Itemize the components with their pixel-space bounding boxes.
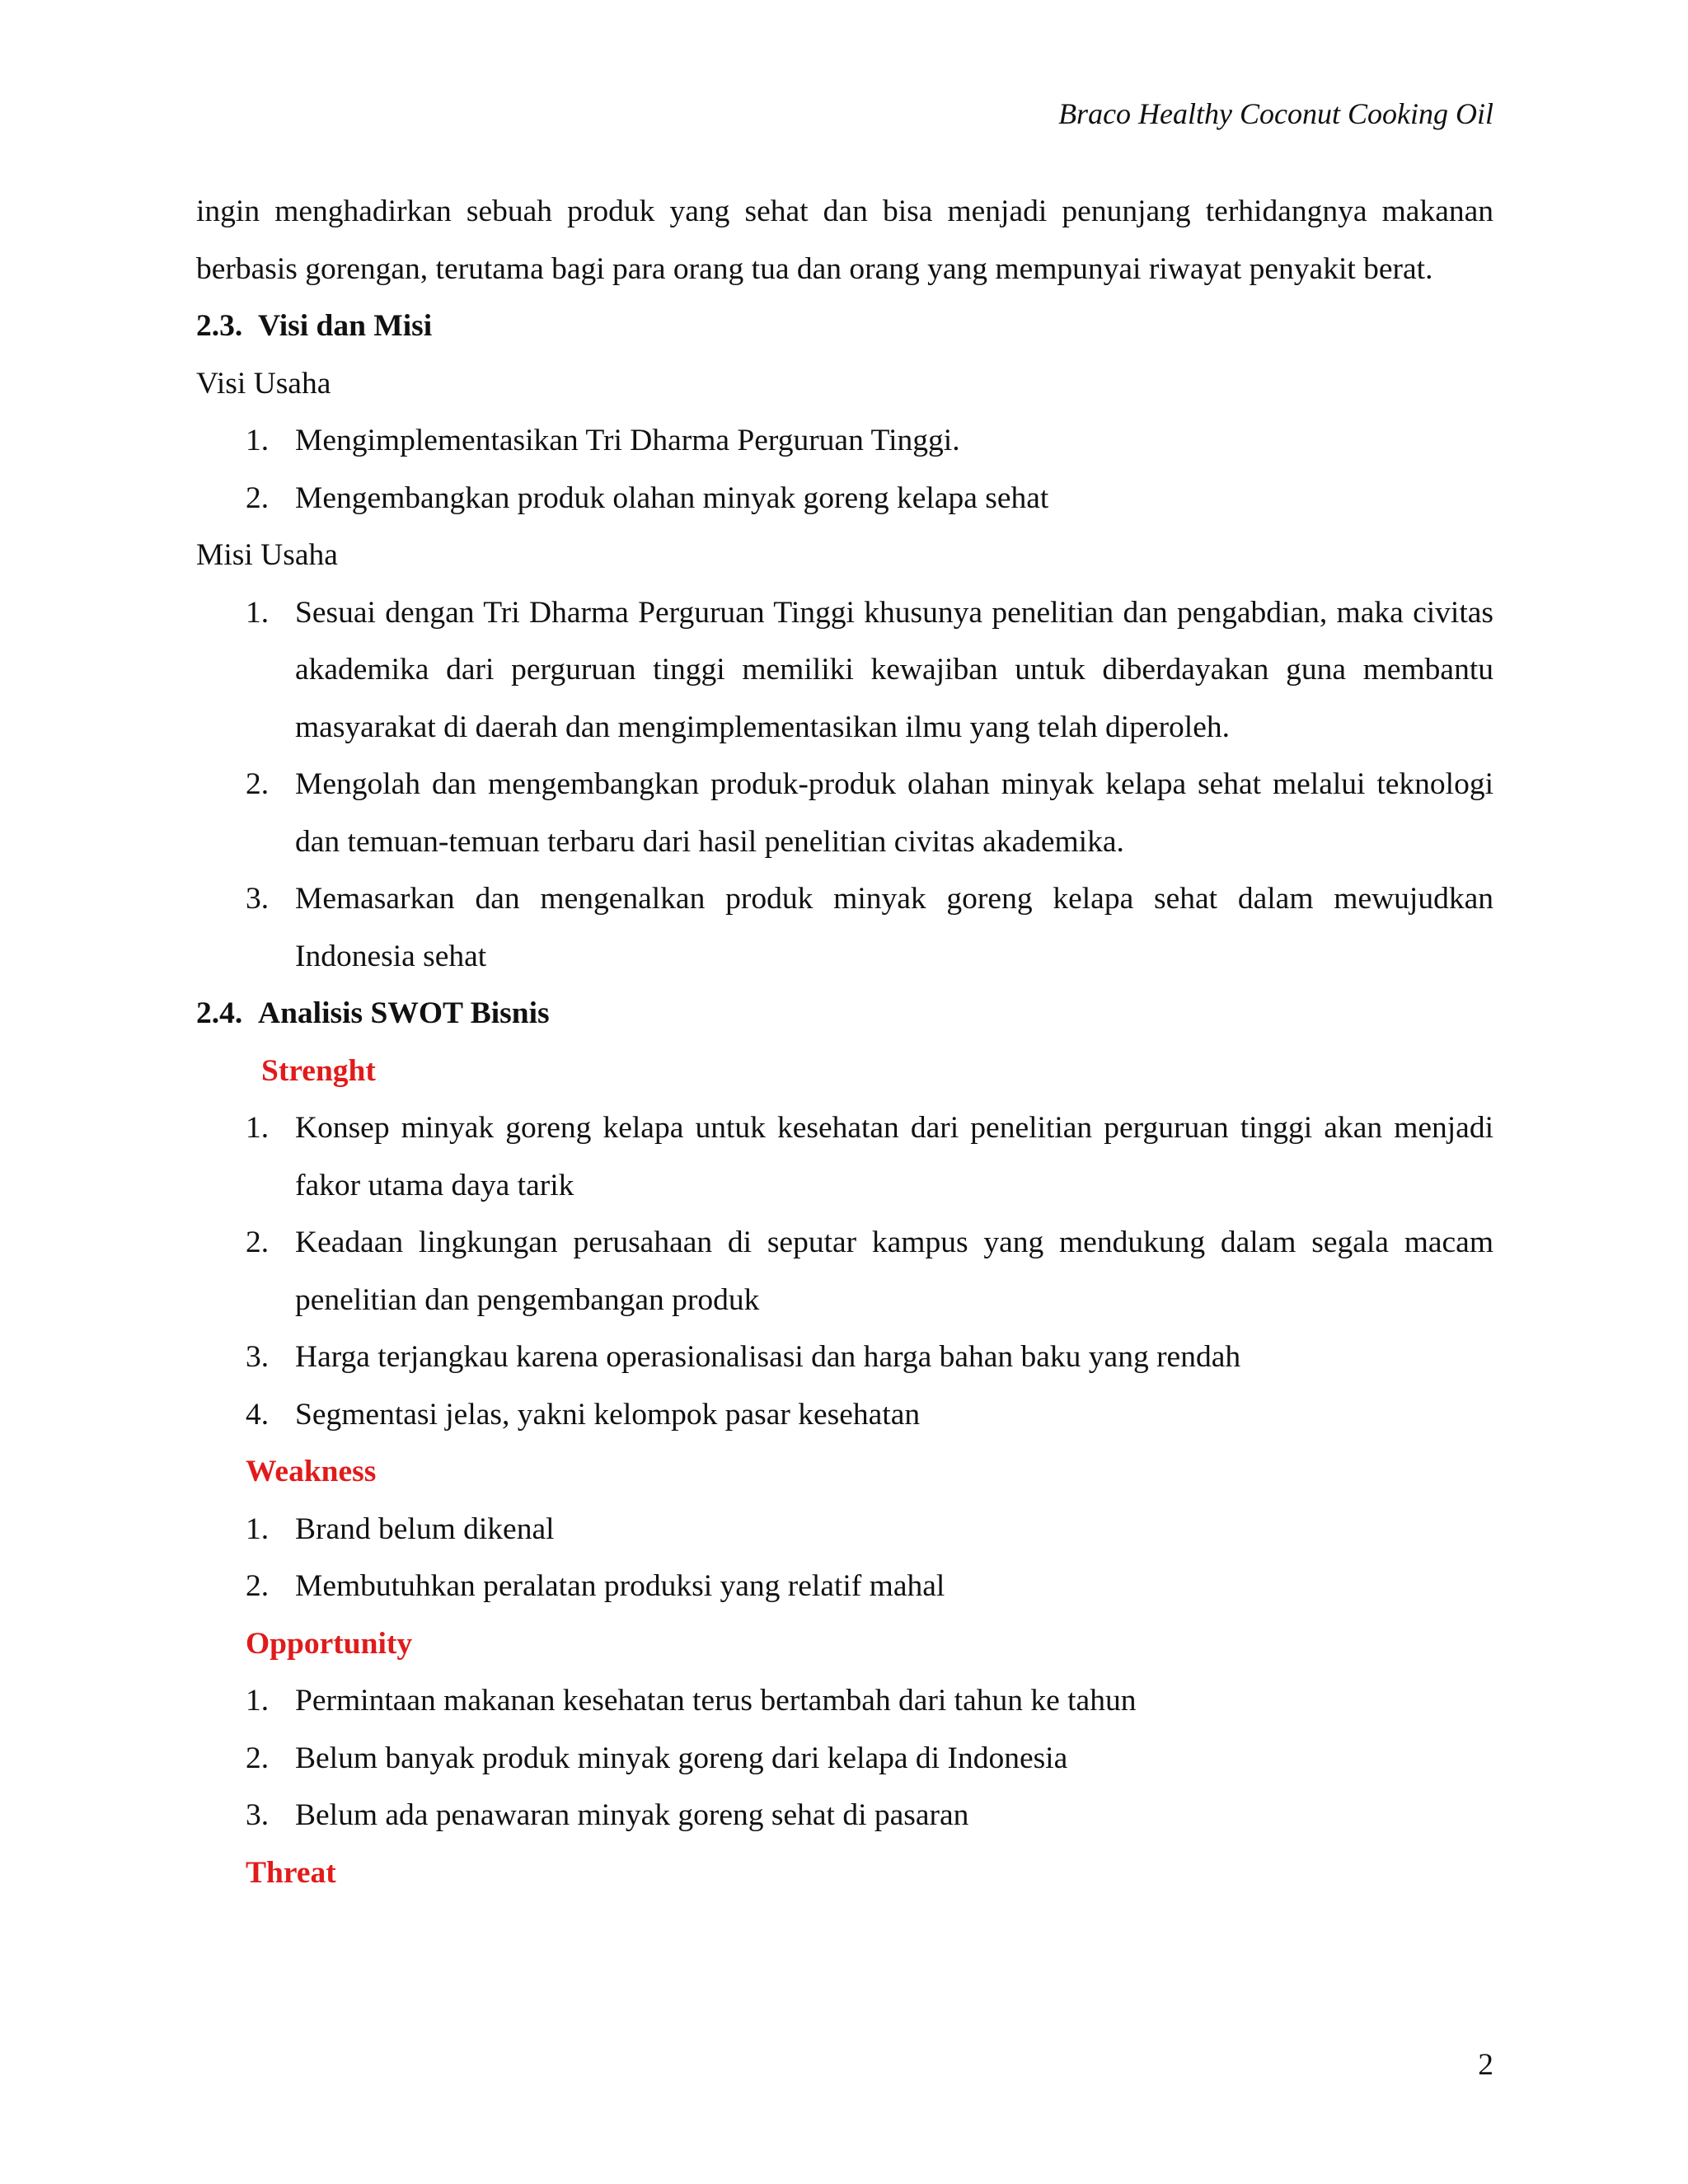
- item-text: Brand belum dikenal: [295, 1511, 555, 1546]
- misi-list: [196, 584, 1493, 986]
- item-text: Segmentasi jelas, yakni kelompok pasar kesehatan: [295, 1397, 921, 1432]
- item-number: 1.: [246, 424, 270, 457]
- list-item: [246, 1672, 1493, 1730]
- item-number: 1.: [246, 595, 270, 630]
- list-item: [246, 412, 1493, 470]
- item-number: 3.: [246, 1340, 270, 1374]
- item-number: 2.: [246, 480, 270, 515]
- opportunity-list: [196, 1672, 1493, 1844]
- item-text: Sesuai dengan Tri Dharma Perguruan Tinggi khusunya penelitian dan pengabdian, maka civitas akademika dari perguruan tinggi memiliki kewajiban untuk diberdayakan guna membantu masyarakat di daerah dan mengimplementasikan ilmu yang telah diperoleh.: [295, 595, 1493, 744]
- section-heading-2-4: [196, 985, 1493, 1043]
- item-number: 1.: [246, 1684, 270, 1718]
- swot-threat-heading: Threat: [246, 1855, 336, 1890]
- list-item: [246, 1730, 1493, 1788]
- item-number: 2.: [246, 1741, 270, 1775]
- item-number: 3.: [246, 882, 270, 916]
- item-text: Mengembangkan produk olahan minyak goreng kelapa sehat: [295, 480, 1049, 515]
- list-item: [246, 584, 1493, 757]
- page-body: [196, 183, 1493, 1901]
- weakness-list: [196, 1501, 1493, 1615]
- item-number: 3.: [246, 1798, 270, 1832]
- intro-paragraph: ingin menghadirkan sebuah produk yang sehat dan bisa menjadi penunjang terhidangnya makanan berbasis gorengan, terutama bagi para orang tua dan orang yang mempunyai riwayat penyakit berat.: [196, 194, 1493, 286]
- list-item: [246, 1501, 1493, 1558]
- list-item: [246, 1787, 1493, 1844]
- misi-label: Misi Usaha: [196, 538, 338, 572]
- item-text: Konsep minyak goreng kelapa untuk kesehatan dari penelitian perguruan tinggi akan menjadi fakor utama daya tarik: [295, 1111, 1493, 1202]
- item-text: Memasarkan dan mengenalkan produk minyak goreng kelapa sehat dalam mewujudkan Indonesia sehat: [295, 882, 1493, 973]
- swot-opportunity-heading: Opportunity: [246, 1626, 413, 1661]
- swot-strength-heading: Strenght: [261, 1053, 376, 1088]
- section-number: 2.4.: [196, 996, 243, 1030]
- item-number: 1.: [246, 1511, 270, 1546]
- list-item: [246, 1099, 1493, 1214]
- item-number: 1.: [246, 1111, 270, 1145]
- section-title: Analisis SWOT Bisnis: [258, 996, 550, 1030]
- visi-label: Visi Usaha: [196, 366, 331, 401]
- item-text: Keadaan lingkungan perusahaan di seputar kampus yang mendukung dalam segala macam penelitian dan pengembangan produk: [295, 1226, 1493, 1317]
- list-item: [246, 1329, 1493, 1386]
- list-item: [246, 1558, 1493, 1615]
- item-number: 2.: [246, 1226, 270, 1259]
- list-item: [246, 470, 1493, 527]
- item-text: Mengimplementasikan Tri Dharma Perguruan Tinggi.: [295, 424, 960, 457]
- item-text: Mengolah dan mengembangkan produk-produk olahan minyak kelapa sehat melalui teknologi dan temuan-temuan terbaru dari hasil penelitian civitas akademika.: [295, 767, 1493, 859]
- item-text: Belum ada penawaran minyak goreng sehat di pasaran: [295, 1798, 969, 1832]
- section-number: 2.3.: [196, 309, 243, 343]
- section-title: Visi dan Misi: [258, 309, 433, 343]
- item-number: 4.: [246, 1397, 270, 1432]
- item-text: Belum banyak produk minyak goreng dari kelapa di Indonesia: [295, 1741, 1068, 1775]
- list-item: [246, 756, 1493, 870]
- page-number: 2: [1478, 2048, 1493, 2082]
- strength-list: [196, 1099, 1493, 1443]
- item-text: Harga terjangkau karena operasionalisasi dan harga bahan baku yang rendah: [295, 1340, 1241, 1374]
- list-item: [246, 1214, 1493, 1329]
- running-header-title: Braco Healthy Coconut Cooking Oil: [1058, 97, 1493, 130]
- item-text: Permintaan makanan kesehatan terus bertambah dari tahun ke tahun: [295, 1684, 1137, 1718]
- swot-weakness-heading: Weakness: [246, 1455, 377, 1488]
- item-number: 2.: [246, 767, 270, 801]
- item-text: Membutuhkan peralatan produksi yang relatif mahal: [295, 1569, 945, 1603]
- list-item: [246, 1386, 1493, 1444]
- list-item: [246, 870, 1493, 985]
- visi-list: [196, 412, 1493, 527]
- section-heading-2-3: [196, 298, 1493, 355]
- item-number: 2.: [246, 1569, 270, 1603]
